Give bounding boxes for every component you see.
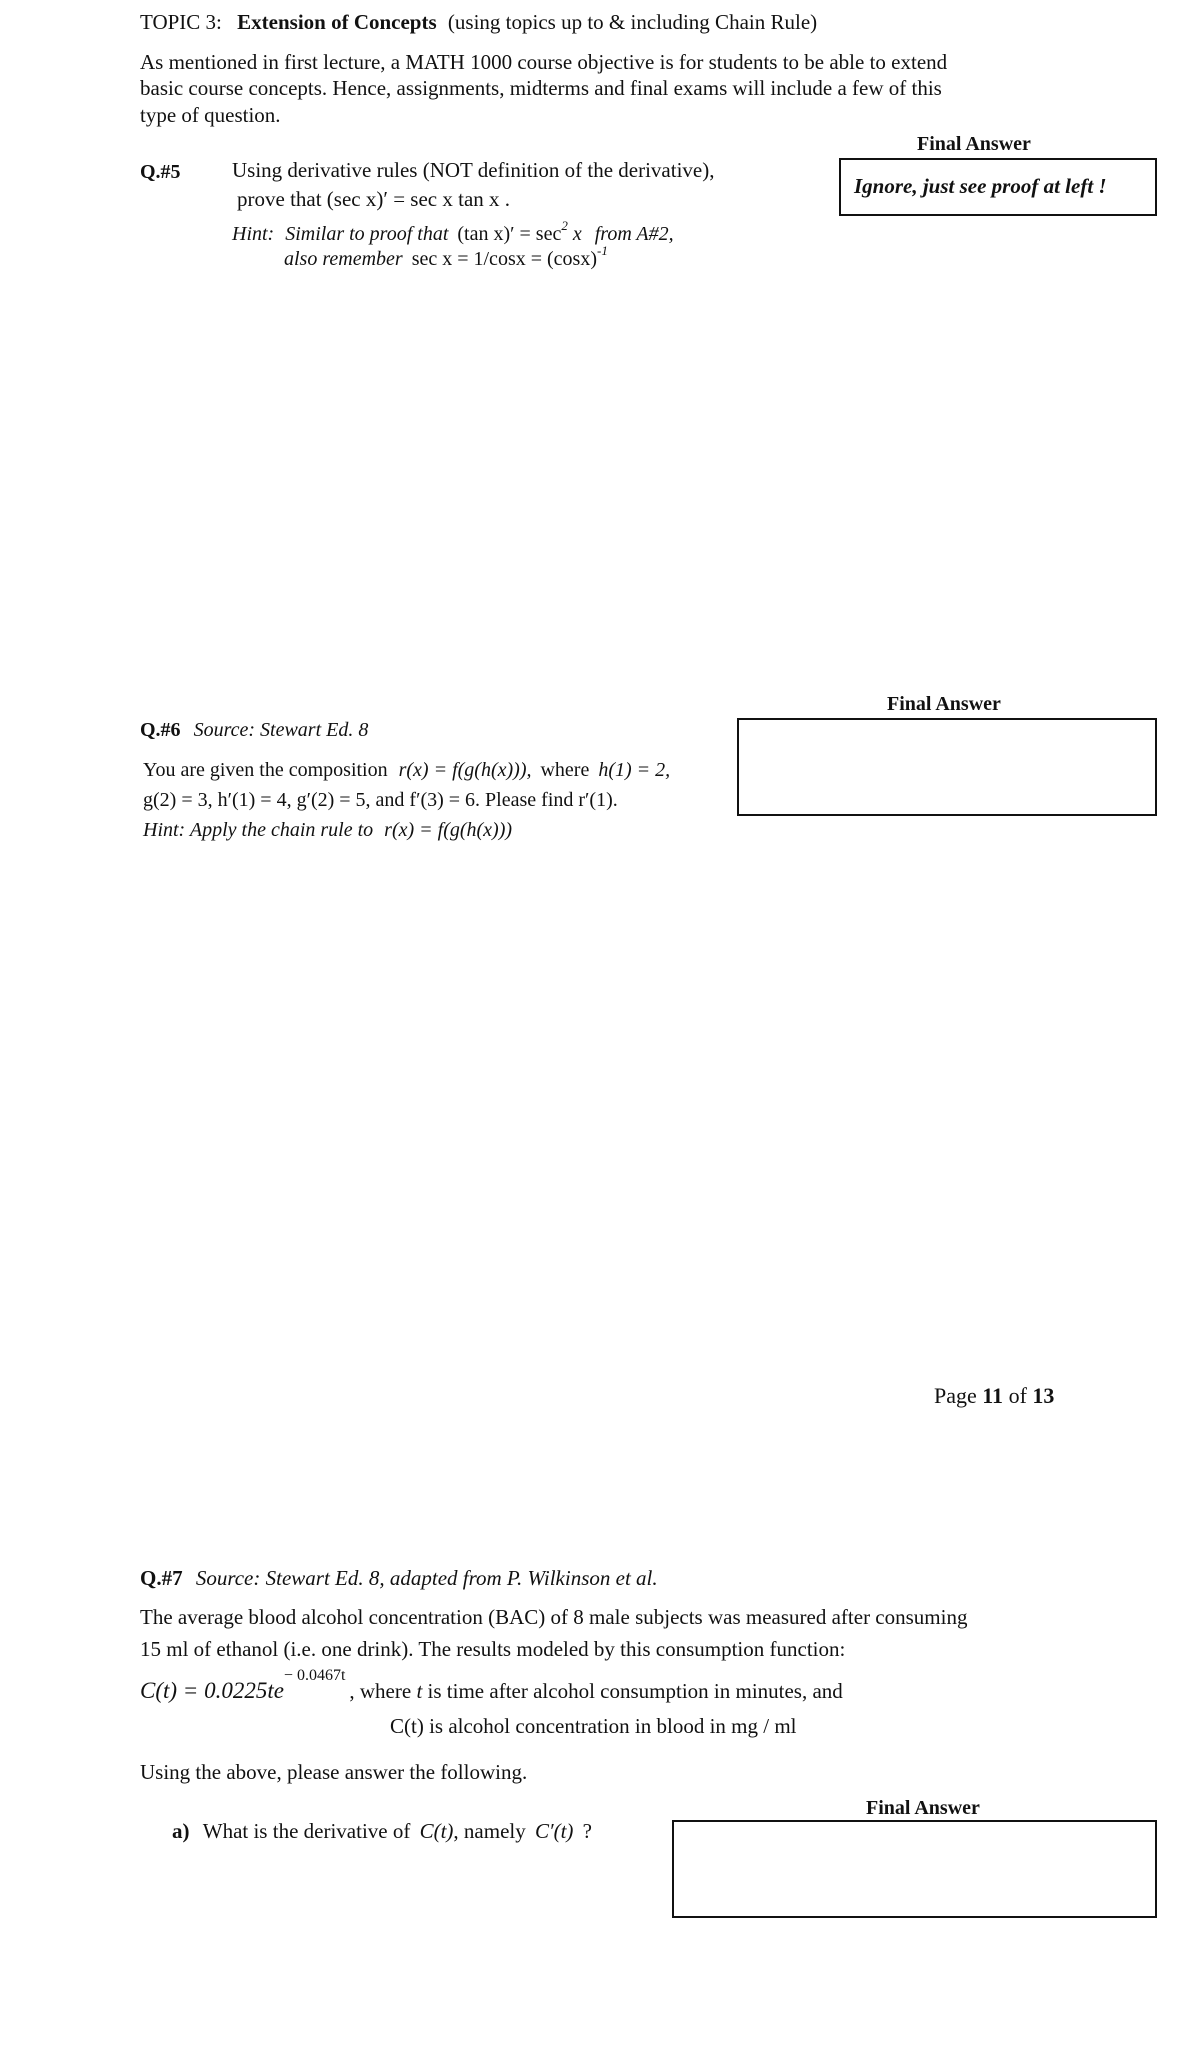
q5-hint-text: Similar to proof that (285, 223, 449, 245)
q5-line-2: prove that (sec x)′ = sec x tan x . (237, 187, 511, 211)
q5-answer-box[interactable] (839, 158, 1157, 216)
q7-part-a-label: a) (172, 1819, 190, 1843)
intro-line-2: basic course concepts. Hence, assignments, midterms and final exams will include a few of this (140, 76, 942, 100)
q7-formula: C(t) = 0.0225te (140, 1678, 284, 1703)
q7-formula-t: t (416, 1679, 423, 1703)
q7-answer-header: Final Answer (866, 1797, 980, 1819)
intro-line-3: type of question. (140, 103, 281, 127)
q5-hint-math: (tan x)′ = sec (457, 223, 562, 245)
q7-line-4: C(t) is alcohol concentration in blood in mg / ml (390, 1714, 797, 1738)
q5-number: Q.#5 (140, 161, 181, 183)
q7-part-a-text: What is the derivative of (202, 1819, 411, 1843)
q6-line-1 (143, 758, 670, 782)
q7-formula-tail-b: is time after alcohol consumption in minutes, and (427, 1679, 843, 1703)
q6-hint-text: Hint: Apply the chain rule to (143, 819, 374, 841)
q7-line-2: 15 ml of ethanol (i.e. one drink). The results modeled by this consumption function: (140, 1637, 846, 1661)
q6-number: Q.#6 (140, 719, 181, 741)
q7-heading (140, 1566, 658, 1591)
q6-line-2: g(2) = 3, h′(1) = 4, g′(2) = 5, and f′(3) = 6. Please find r′(1). (143, 789, 618, 811)
topic-scope: (using topics up to & including Chain Rule) (447, 10, 818, 34)
q6-line1-prefix: You are given the composition (143, 759, 388, 781)
q6-source: Source: Stewart Ed. 8 (193, 719, 369, 741)
page-of: of (1008, 1383, 1027, 1408)
q5-hint-label: Hint: (232, 223, 275, 245)
q5-hint2-text: also remember (284, 248, 403, 270)
topic-title: Extension of Concepts (237, 10, 437, 34)
q7-part-a-math-2: C′(t) (534, 1819, 574, 1843)
q7-number: Q.#7 (140, 1566, 183, 1590)
q7-formula-line (140, 1667, 843, 1704)
page-prefix: Page (934, 1383, 977, 1408)
q7-part-a (172, 1819, 592, 1844)
q6-answer-header: Final Answer (887, 693, 1001, 715)
q5-hint-line-2 (284, 243, 608, 271)
q7-formula-tail-a: , where (349, 1679, 412, 1703)
q7-part-a-mid: , namely (453, 1819, 526, 1843)
q7-line-5: Using the above, please answer the following. (140, 1760, 528, 1784)
page-number (934, 1383, 1054, 1409)
q6-line1-math: r(x) = f(g(h(x))), (398, 759, 532, 781)
topic-label: TOPIC 3: (140, 10, 222, 34)
q5-answer-text: Ignore, just see proof at left ! (854, 174, 1107, 198)
intro-line-1: As mentioned in first lecture, a MATH 1000 course objective is for students to be able to extend (140, 50, 948, 74)
q7-part-a-q: ? (582, 1819, 592, 1843)
q5-hint-tail: from A#2, (594, 223, 674, 245)
q5-answer-header: Final Answer (917, 133, 1031, 155)
topic-heading (140, 10, 817, 35)
q6-line1-math-2: h(1) = 2, (598, 759, 671, 781)
q6-hint (143, 818, 512, 842)
q6-heading (140, 718, 368, 742)
q5-hint2-sup: -1 (596, 243, 608, 259)
q5-hint-sup: 2 (561, 218, 568, 234)
q6-hint-math: r(x) = f(g(h(x))) (384, 819, 513, 841)
q6-line1-mid: where (540, 759, 590, 781)
q5-line-1: Using derivative rules (NOT definition of the derivative), (232, 158, 715, 182)
page-total: 13 (1032, 1383, 1055, 1408)
q5-hint-math-2: x (567, 223, 582, 245)
q7-formula-sup: − 0.0467t (283, 1667, 346, 1684)
q7-source: Source: Stewart Ed. 8, adapted from P. Wilkinson et al. (195, 1566, 658, 1590)
q5-hint2-math: sec x = 1/cosx = (cosx) (411, 248, 597, 270)
q6-answer-box[interactable] (737, 718, 1157, 816)
q7-answer-box[interactable] (672, 1820, 1157, 1918)
q7-part-a-math-1: C(t) (419, 1819, 454, 1843)
q7-line-1: The average blood alcohol concentration (BAC) of 8 male subjects was measured after consuming (140, 1605, 968, 1629)
page-current: 11 (982, 1383, 1004, 1408)
